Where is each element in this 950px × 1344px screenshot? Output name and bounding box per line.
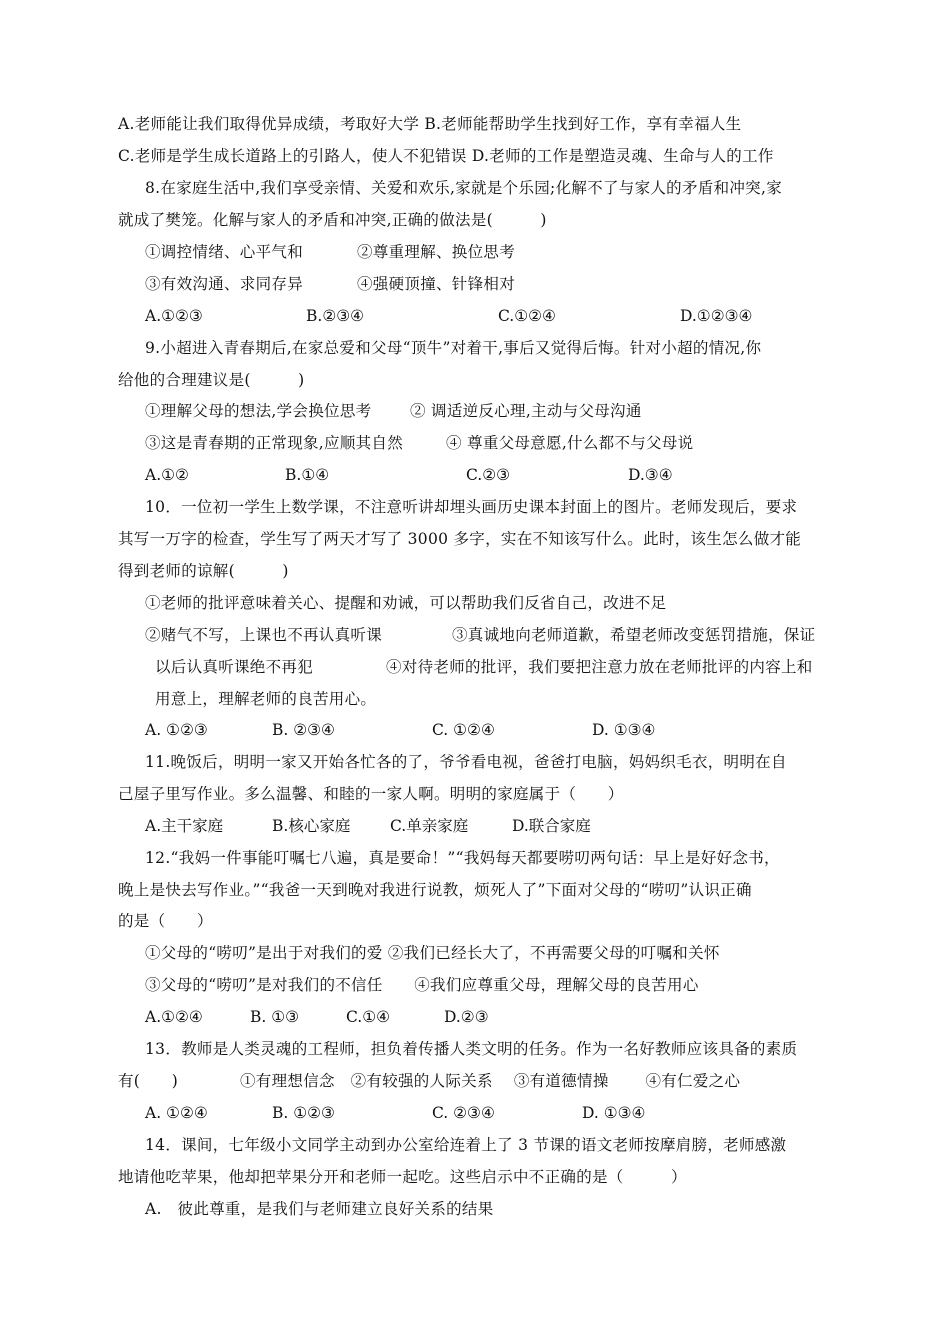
q12-stem-line-3: 的是（ ） <box>118 912 213 930</box>
q10-item-2: ②赌气不写，上课也不再认真听课 <box>145 626 383 644</box>
q13-option-b: B. ①②③ <box>272 1104 335 1122</box>
q9-item-2: ② 调适逆反心理,主动与父母沟通 <box>410 402 642 420</box>
q13-stem-line-1: 13．教师是人类灵魂的工程师，担负着传播人类文明的任务。作为一名好教师应该具备的素质 <box>145 1040 798 1058</box>
q10-stem-line-2: 其写一万字的检查，学生写了两天才写了 3000 多字，实在不知该写什么。此时，该生怎么做才能 <box>118 530 802 548</box>
q10-item-3: ③真诚地向老师道歉，希望老师改变惩罚措施，保证 <box>452 626 816 644</box>
q9-option-d: D.③④ <box>628 466 673 484</box>
q13-option-c: C. ②③④ <box>432 1104 495 1122</box>
q7-options-line-2: C.老师是学生成长道路上的引路人，使人不犯错误 D.老师的工作是塑造灵魂、生命与人的工作 <box>118 147 774 165</box>
q10-stem-line-3: 得到老师的谅解( ) <box>118 562 289 580</box>
q13-option-d: D. ①③④ <box>582 1104 646 1122</box>
q12-option-c: C.①④ <box>346 1008 391 1026</box>
q9-item-1: ①理解父母的想法,学会换位思考 <box>145 402 372 420</box>
q9-item-3: ③这是青春期的正常现象,应顺其自然 <box>145 434 404 452</box>
q12-items-line-2: ③父母的“唠叨”是对我们的不信任 ④我们应尊重父母，理解父母的良苦用心 <box>145 976 699 994</box>
q12-stem-line-2: 晚上是快去写作业。”“我爸一天到晚对我进行说教，烦死人了”下面对父母的“唠叨”认识正确 <box>118 881 752 899</box>
q10-item-1: ①老师的批评意味着关心、提醒和劝诫，可以帮助我们反省自己，改进不足 <box>145 594 667 612</box>
q10-option-b: B. ②③④ <box>272 721 335 739</box>
q8-option-a: A.①②③ <box>145 307 203 325</box>
q11-stem-line-1: 11.晚饭后，明明一家又开始各忙各的了，爷爷看电视，爸爸打电脑，妈妈织毛衣，明明在自 <box>145 753 787 771</box>
q8-option-d: D.①②③④ <box>680 307 753 325</box>
q9-stem-line-2: 给他的合理建议是( ) <box>118 371 305 389</box>
q10-option-d: D. ①③④ <box>592 721 656 739</box>
q11-option-d: D.联合家庭 <box>512 817 591 835</box>
q9-option-c: C.②③ <box>466 466 511 484</box>
q9-option-a: A.①② <box>145 466 189 484</box>
q10-item-3-continued: 以后认真听课绝不再犯 <box>155 658 314 676</box>
q11-option-a: A.主干家庭 <box>145 817 224 835</box>
q13-stem-line-2: 有( ) <box>118 1072 179 1090</box>
q13-items: ①有理想信念 ②有较强的人际关系 ③有道德情操 ④有仁爱之心 <box>240 1072 741 1090</box>
q9-item-4: ④ 尊重父母意愿,什么都不与父母说 <box>446 434 694 452</box>
q12-option-b: B. ①③ <box>250 1008 300 1026</box>
q10-item-4: ④对待老师的批评，我们要把注意力放在老师批评的内容上和 <box>386 658 813 676</box>
q12-option-a: A.①②④ <box>145 1008 203 1026</box>
q14-option-a: A. 彼此尊重，是我们与老师建立良好关系的结果 <box>145 1200 494 1218</box>
q11-option-c: C.单亲家庭 <box>390 817 469 835</box>
q12-items-line-1: ①父母的“唠叨”是出于对我们的爱 ②我们已经长大了，不再需要父母的叮嘱和关怀 <box>145 944 720 962</box>
q7-options-line-1: A.老师能让我们取得优异成绩，考取好大学 B.老师能帮助学生找到好工作，享有幸福人生 <box>118 115 742 133</box>
q10-stem-line-1: 10．一位初一学生上数学课，不注意听讲却埋头画历史课本封面上的图片。老师发现后，要求 <box>145 498 798 516</box>
q10-item-4-continued: 用意上，理解老师的良苦用心。 <box>155 690 377 708</box>
q12-stem-line-1: 12.“我妈一件事能叮嘱七八遍，真是要命！”“我妈每天都要唠叨两句话：早上是好好念书， <box>145 849 780 867</box>
q13-option-a: A. ①②④ <box>145 1104 208 1122</box>
q9-stem-line-1: 9.小超进入青春期后,在家总爱和父母“顶牛”对着干,事后又觉得后悔。针对小超的情况,你 <box>145 339 762 357</box>
q14-stem-line-1: 14．课间，七年级小文同学主动到办公室给连着上了 3 节课的语文老师按摩肩膀，老师感激 <box>145 1136 787 1154</box>
q11-option-b: B.核心家庭 <box>272 817 351 835</box>
q8-item-4: ④强硬顶撞、针锋相对 <box>357 275 516 293</box>
q8-stem-line-1: 8.在家庭生活中,我们享受亲情、关爱和欢乐,家就是个乐园;化解不了与家人的矛盾和冲突,家 <box>145 179 782 197</box>
q8-item-1: ①调控情绪、心平气和 <box>145 243 304 261</box>
q11-stem-line-2: 己屋子里写作业。多么温馨、和睦的一家人啊。明明的家庭属于（ ） <box>118 785 624 803</box>
q14-stem-line-2: 地请他吃苹果，他却把苹果分开和老师一起吃。这些启示中不正确的是（ ） <box>118 1168 687 1186</box>
q8-option-b: B.②③④ <box>306 307 365 325</box>
q9-option-b: B.①④ <box>285 466 330 484</box>
q8-item-2: ②尊重理解、换位思考 <box>357 243 516 261</box>
q10-option-c: C. ①②④ <box>432 721 495 739</box>
q12-option-d: D.②③ <box>444 1008 489 1026</box>
q8-stem-line-2: 就成了樊笼。化解与家人的矛盾和冲突,正确的做法是( ) <box>118 211 547 229</box>
q8-option-c: C.①②④ <box>498 307 556 325</box>
q8-item-3: ③有效沟通、求同存异 <box>145 275 304 293</box>
q10-option-a: A. ①②③ <box>145 721 208 739</box>
